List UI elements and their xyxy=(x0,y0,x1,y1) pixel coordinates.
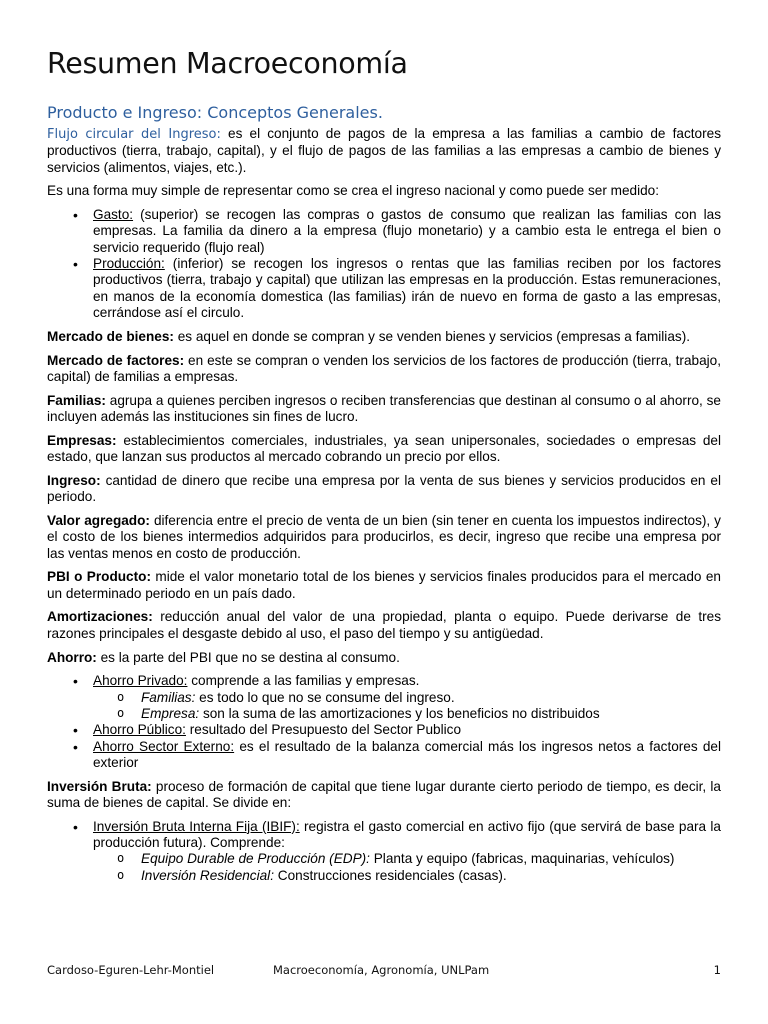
page-footer xyxy=(47,963,721,979)
ahorro-term: Ahorro: xyxy=(47,649,97,665)
definition-text: establecimientos comerciales, industriales, ya sean unipersonales, sociedades o empresas del estado, que lanzan sus productos al mercado cobrando un precio por ellos. xyxy=(47,432,721,465)
definition-paragraph xyxy=(47,569,721,602)
ahorro-privado-sublist xyxy=(93,690,721,723)
sublist-item xyxy=(141,690,721,706)
flujo-paragraph xyxy=(47,126,721,176)
list-item-text: (inferior) se recogen los ingresos o rentas que las familias reciben por los factores productivos (tierra, trabajo y capital) que utilizan las empresas en la producción. Estas remuneraciones, en manos de la economía domestica (las familias) irán de nuevo en forma de gasto a las empresas, cerrándose así el circulo. xyxy=(93,256,721,320)
definition-term: Mercado de factores: xyxy=(47,352,185,368)
flujo-list xyxy=(47,207,721,321)
definition-term: Valor agregado: xyxy=(47,512,150,528)
list-item-term: Inversión Bruta Interna Fija (IBIF): xyxy=(93,818,300,834)
list-item-text: comprende a las familias y empresas. xyxy=(187,673,420,689)
footer-course: Macroeconomía, Agronomía, UNLPam xyxy=(273,963,490,977)
list-item xyxy=(93,673,721,722)
sublist-item-term: Familias: xyxy=(141,689,196,705)
sublist-item xyxy=(141,868,721,884)
page-title: Resumen Macroeconomía xyxy=(47,47,408,80)
list-item-term: Gasto: xyxy=(93,207,134,223)
list-item xyxy=(93,207,721,256)
definition-term: Mercado de bienes: xyxy=(47,328,174,344)
ahorro-paragraph xyxy=(47,650,721,666)
definition-text: cantidad de dinero que recibe una empresa por la venta de sus bienes y servicios producidos en el periodo. xyxy=(47,472,721,505)
sublist-item xyxy=(141,851,721,867)
definition-term: PBI o Producto: xyxy=(47,569,151,585)
list-item xyxy=(93,739,721,772)
sublist-item xyxy=(141,706,721,722)
list-item-text: (superior) se recogen las compras o gastos de consumo que realizan las familias con las empresas. La familia da dinero a la empresa (flujo monetario) y a cambio esta le entrega el bien o servicio requerido (flujo real) xyxy=(93,207,721,255)
list-item-text: resultado del Presupuesto del Sector Publico xyxy=(185,722,462,738)
definition-paragraph xyxy=(47,433,721,466)
sublist-item-term: Equipo Durable de Producción (EDP): xyxy=(141,851,370,867)
definition-text: agrupa a quienes perciben ingresos o reciben transferencias que destinan al consumo o al ahorro, se incluyen además las instituciones sin fines de lucro. xyxy=(47,392,721,424)
definition-paragraph xyxy=(47,473,721,506)
flujo-text: es el conjunto de pagos de la empresa a las familias a cambio de factores productivos (tierra, trabajo, capital), y el flujo de pagos de las familias a las empresas a cambio de bienes y servicios (alimentos, viajes, etc.). xyxy=(47,126,721,175)
ahorro-list xyxy=(47,673,721,771)
sublist-item-text: son la suma de las amortizaciones y los beneficios no distribuidos xyxy=(199,705,600,721)
definition-term: Amortizaciones: xyxy=(47,609,153,625)
list-item xyxy=(93,819,721,884)
sublist-item-text: Construcciones residenciales (casas). xyxy=(273,867,507,883)
list-item-term: Ahorro Privado: xyxy=(93,673,188,689)
definition-text: reducción anual del valor de una propiedad, planta o equipo. Puede derivarse de tres razones principales el desgaste debido al uso, el paso del tiempo y su antigüedad. xyxy=(47,609,721,641)
definition-paragraph xyxy=(47,329,721,345)
definition-paragraph xyxy=(47,609,721,642)
definition-text: es aquel en donde se compran y se venden bienes y servicios (empresas a familias). xyxy=(173,328,690,344)
definition-paragraph xyxy=(47,513,721,562)
list-item-text: es el resultado de la balanza comercial más los ingresos netos a factores del exterior xyxy=(93,738,721,770)
definition-text: diferencia entre el precio de venta de un bien (sin tener en cuenta los impuestos indirectos), y el costo de los bienes intermedios adquiridos para producirlos, es decir, ingreso que recibe una empresa por las ventas menos en costo de producción. xyxy=(47,512,721,561)
definition-term: Familias: xyxy=(47,392,106,408)
list-item xyxy=(93,256,721,321)
flujo-term: Flujo circular del Ingreso: xyxy=(47,127,221,142)
sublist-item-text: Planta y equipo (fabricas, maquinarias, vehículos) xyxy=(369,851,675,867)
definition-paragraph xyxy=(47,353,721,386)
ibif-sublist xyxy=(93,851,721,884)
inversion-list xyxy=(47,819,721,884)
definition-text: en este se compran o venden los servicios de los factores de producción (tierra, trabajo, capital) de familias a empresas. xyxy=(47,352,721,384)
section-heading: Producto e Ingreso: Conceptos Generales. xyxy=(47,103,383,122)
sublist-item-term: Inversión Residencial: xyxy=(141,867,274,883)
definition-term: Empresas: xyxy=(47,432,117,448)
inversion-term: Inversión Bruta: xyxy=(47,778,152,794)
inversion-text: proceso de formación de capital que tiene lugar durante cierto periodo de tiempo, es decir, la suma de bienes de capital. Se divide en: xyxy=(47,778,721,810)
list-item-term: Ahorro Sector Externo: xyxy=(93,738,235,754)
forma-paragraph: Es una forma muy simple de representar como se crea el ingreso nacional y como puede ser medido: xyxy=(47,183,660,199)
list-item-term: Producción: xyxy=(93,256,165,272)
list-item-text: registra el gasto comercial en activo fijo (que servirá de base para la producción futura). Comprende: xyxy=(93,818,721,850)
sublist-item-term: Empresa: xyxy=(141,705,200,721)
list-item xyxy=(93,722,721,738)
definition-term: Ingreso: xyxy=(47,472,101,488)
sublist-item-text: es todo lo que no se consume del ingreso. xyxy=(195,689,455,705)
ahorro-text: es la parte del PBI que no se destina al consumo. xyxy=(96,649,400,665)
footer-page-number: 1 xyxy=(713,963,721,977)
definition-paragraph xyxy=(47,393,721,426)
inversion-paragraph xyxy=(47,779,721,812)
footer-authors: Cardoso-Eguren-Lehr-Montiel xyxy=(47,963,215,977)
definition-text: mide el valor monetario total de los bienes y servicios finales producidos para el mercado en un determinado periodo en un país dado. xyxy=(47,569,721,601)
list-item-term: Ahorro Público: xyxy=(93,722,186,738)
